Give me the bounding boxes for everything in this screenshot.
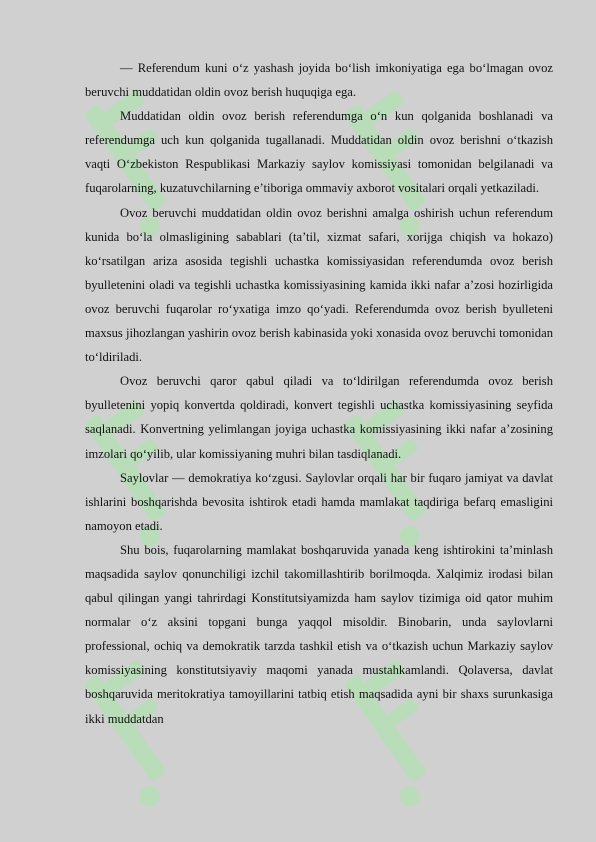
document-body [85,56,553,731]
paragraph-electoral-legislation: Shu bois, fuqarolarning mamlakat boshqaruvida yanada keng ishtirokini ta’minlash maqsadida saylov qonunchiligi izchil takomillashtirib borilmoqda. Xalqimiz irodasi bilan qabul qilingan yangi tahrirdagi Konstitutsiyamizda ham saylov tizimiga oid qator muhim normalar o‘z aksini topgani bunga yaqqol misoldir. Binobarin, unda saylovlarni professional, ochiq va demokratik tarzda tashkil etish va o‘tkazish uchun Markaziy saylov komissiyasining konstitutsiyaviy maqomi yanada mustahkamlandi. Qolaversa, davlat boshqaruvida meritokratiya tamoyillarini tatbiq etish maqsadida ayni bir shaxs surunkasiga ikki muddatdan [85,542,553,726]
paragraph-early-voting-right: — Referendum kuni o‘z yashash joyida bo‘lish imkoniyatiga ega bo‘lmagan ovoz beruvchi muddatidan oldin ovoz berish huquqiga ega. [85,61,553,100]
paragraph-elections-democracy: Saylovlar — demokratiya ko‘zgusi. Saylovlar orqali har bir fuqaro jamiyat va davlat ishlarini boshqarishda bevosita ishtirok etadi hamda mamlakat taqdiriga befarq emasligini namoyon etadi. [85,470,553,533]
paragraph-ballot-envelope: Ovoz beruvchi qaror qabul qiladi va to‘ldirilgan referendumda ovoz berish byulletenini yopiq konvertda qoldiradi, konvert tegishli uchastka komissiyasining seyfida saqlanadi. Konvertning yelimlangan joyiga uchastka komissiyasining ikki nafar a’zosining imzolari qo‘yilib, ular komissiyaning muhri bilan tasdiqlanadi. [85,374,553,461]
paragraph-early-voting-procedure: Ovoz beruvchi muddatidan oldin ovoz berishni amalga oshirish uchun referendum kunida bo‘la olmasligining sabablari (ta’til, xizmat safari, xorijga chiqish va hokazo) ko‘rsatilgan ariza asosida tegishli uchastka komissiyasidan referendumda ovoz berish byulletenini oladi va tegishli uchastka komissiyasining kamida ikki nafar a’zosi hozirligida ovoz beruvchi fuqarolar ro‘yxatiga imzo qo‘yadi. Referendumda ovoz berish byulleteni maxsus jihozlangan yashirin ovoz berish kabinasida yoki xonasida ovoz beruvchi tomonidan to‘ldiriladi. [85,205,553,365]
paragraph-early-voting-period: Muddatidan oldin ovoz berish referendumga o‘n kun qolganida boshlanadi va referendumga uch kun qolganida tugallanadi. Muddatidan oldin ovoz berishni o‘tkazish vaqti O‘zbekiston Respublikasi Markaziy saylov komissiyasi tomonidan belgilanadi va fuqarolarning, kuzatuvchilarning e’tiboriga ommaviy axborot vositalari orqali yetkaziladi. [85,109,553,196]
